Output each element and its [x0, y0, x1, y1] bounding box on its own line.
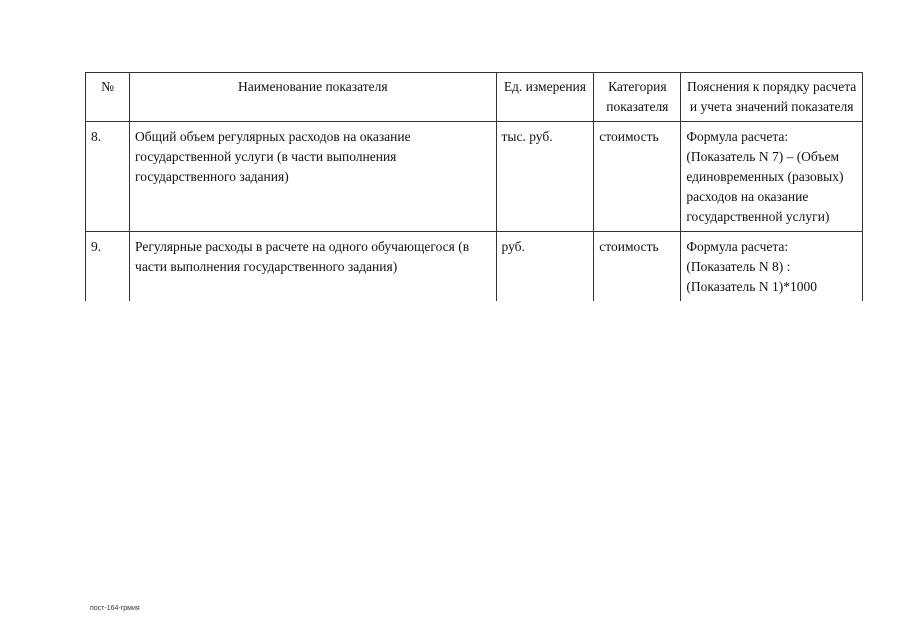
- row-unit: тыс. руб.: [496, 122, 594, 232]
- row-explanation: Формула расчета: (Показатель N 7) – (Объем единовременных (разовых) расходов на оказание государственной услуги): [681, 122, 863, 232]
- row-indicator-name: Общий объем регулярных расходов на оказание государственной услуги (в части выполнения государственного задания): [130, 122, 496, 232]
- header-indicator-name: Наименование показателя: [130, 73, 496, 122]
- table-row: [86, 122, 863, 232]
- header-unit: Ед. измерения: [496, 73, 594, 122]
- row-number: 9.: [86, 232, 130, 302]
- header-explanation: Пояснения к порядку расчета и учета значений показателя: [681, 73, 863, 122]
- row-unit: руб.: [496, 232, 594, 302]
- indicators-table: [85, 72, 863, 301]
- table-header-row: [86, 73, 863, 122]
- row-explanation: Формула расчета: (Показатель N 8) : (Показатель N 1)*1000: [681, 232, 863, 302]
- row-category: стоимость: [594, 232, 681, 302]
- header-number: №: [86, 73, 130, 122]
- row-number: 8.: [86, 122, 130, 232]
- row-category: стоимость: [594, 122, 681, 232]
- header-category: Категория показателя: [594, 73, 681, 122]
- footer-document-code: пост-164-грмия: [90, 605, 140, 612]
- table-row: [86, 232, 863, 302]
- row-indicator-name: Регулярные расходы в расчете на одного обучающегося (в части выполнения государственного задания): [130, 232, 496, 302]
